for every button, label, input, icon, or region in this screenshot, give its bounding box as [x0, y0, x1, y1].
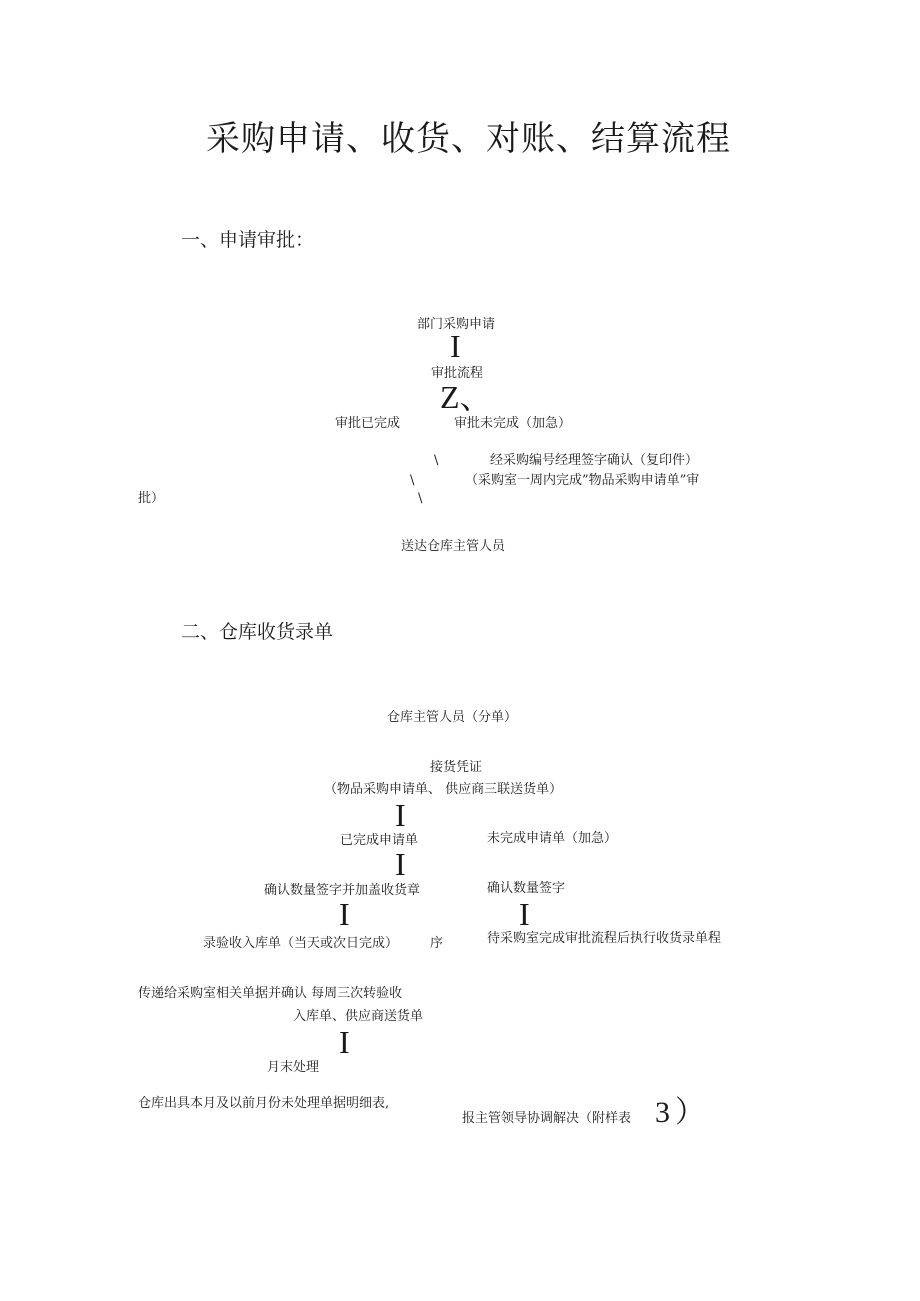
flow-warehouse-manager: 仓库主管人员（分单） [387, 710, 518, 725]
flow-note-line-3: 批） [138, 491, 165, 506]
flow-confirm-sign: 确认数量签字 [487, 881, 566, 896]
flow-entry-tail: 序 [430, 936, 444, 951]
flow-transfer-line-2: 入库单、供应商送货单 [293, 1009, 424, 1024]
flow-report-close: ） [675, 1096, 705, 1129]
flow-report-num: 3 [655, 1096, 670, 1129]
flow-note-line-2: （采购室一周内完成”物品采购申请单”审 [465, 473, 700, 488]
flow-approved: 审批已完成 [335, 416, 401, 431]
section-1-heading: 一、申请审批： [181, 229, 315, 251]
flow-arrow-c: I [339, 896, 350, 932]
flow-incomplete-request: 未完成申请单（加急） [487, 831, 618, 846]
section-2-heading: 二、仓库收货录单 [181, 621, 334, 643]
flow-month-end: 月末处理 [267, 1060, 320, 1075]
flow-receipt-docs: （物品采购申请单、 供应商三联送货单） [324, 782, 563, 797]
flow-slash-2: \ [410, 473, 415, 488]
flow-slash-3: \ [418, 491, 423, 506]
flow-not-approved: 审批未完成（加急） [454, 416, 572, 431]
flow-pending-note: 待采购室完成审批流程后执行收货录单程 [487, 931, 722, 946]
flow-slash-1: \ [434, 453, 439, 468]
flow-arrow-b: I [395, 846, 406, 882]
flow-arrow-2: Z、 [440, 379, 492, 415]
flow-send-to-warehouse: 送达仓库主管人员 [401, 539, 506, 554]
flow-approval-process: 审批流程 [431, 366, 484, 381]
flow-arrow-1: I [450, 328, 461, 364]
flow-report-note: 报主管领导协调解决（附样表 [462, 1111, 632, 1126]
flow-entry-note: 录验收入库单（当天或次日完成） [203, 936, 399, 951]
flow-confirm-stamp: 确认数量签字并加盖收货章 [264, 883, 421, 898]
flow-detail-note: 仓库出具本月及以前月份未处理单据明细表, [138, 1096, 390, 1111]
page-title: 采购申请、收货、对账、结算流程 [206, 119, 731, 159]
flow-arrow-a: I [395, 797, 406, 833]
flow-receipt: 接货凭证 [430, 760, 483, 775]
flow-dept-request: 部门采购申请 [417, 317, 496, 332]
flow-transfer-line-1: 传递给采购室相关单据并确认 每周三次转验收 [138, 986, 403, 1001]
flow-arrow-e: I [339, 1024, 350, 1060]
flow-arrow-d: I [519, 896, 530, 932]
flow-note-line-1: 经采购编号经理签字确认（复印件） [490, 453, 699, 468]
flow-completed-request: 已完成申请单 [340, 833, 419, 848]
